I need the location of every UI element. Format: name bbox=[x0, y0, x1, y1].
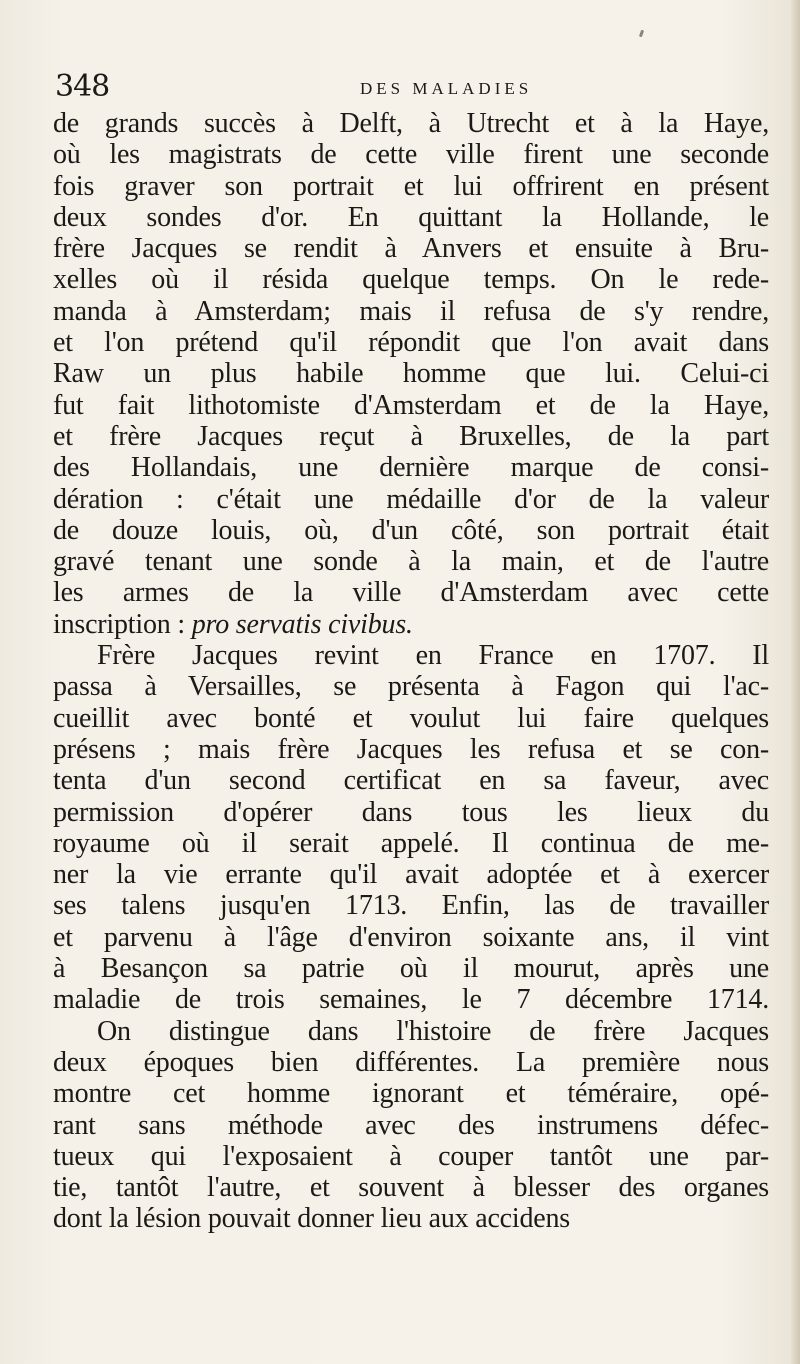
text-line: Raw un plus habile homme que lui. Celui-ci bbox=[53, 358, 769, 390]
text-line: fut fait lithotomiste d'Amsterdam et de la Haye, bbox=[53, 389, 769, 421]
text-line: deux sondes d'or. En quittant la Hollande, le bbox=[53, 201, 769, 233]
text-line: à Besançon sa patrie où il mourut, après une bbox=[53, 953, 769, 985]
paragraph-start-line: Frère Jacques revint en France en 1707. Il bbox=[97, 640, 769, 672]
paragraph-start-line: On distingue dans l'histoire de frère Jacques bbox=[97, 1015, 769, 1047]
inscription-label: inscription : bbox=[53, 608, 192, 640]
text-line: et frère Jacques reçut à Bruxelles, de la part bbox=[53, 420, 769, 452]
page-header bbox=[0, 70, 800, 104]
text-line: et l'on prétend qu'il répondit que l'on avait dans bbox=[53, 327, 769, 359]
text-line: tie, tantôt l'autre, et souvent à blesser des organes bbox=[53, 1172, 769, 1204]
text-line: et parvenu à l'âge d'environ soixante ans, il vint bbox=[53, 921, 769, 953]
text-line: maladie de trois semaines, le 7 décembre 1714. bbox=[53, 984, 769, 1016]
text-line: de douze louis, où, d'un côté, son portrait était bbox=[53, 514, 769, 546]
page-edge bbox=[791, 0, 800, 1364]
text-line: ses talens jusqu'en 1713. Enfin, las de travailler bbox=[53, 890, 769, 922]
text-line: xelles où il résida quelque temps. On le rede- bbox=[53, 264, 769, 296]
ink-fleck bbox=[639, 30, 644, 38]
text-line: deux époques bien différentes. La première nous bbox=[53, 1046, 769, 1078]
inscription-latin: pro servatis civibus. bbox=[191, 608, 413, 640]
text-line: rant sans méthode avec des instrumens défec- bbox=[53, 1109, 769, 1141]
text-line: des Hollandais, une dernière marque de consi- bbox=[53, 452, 769, 484]
page-number: 348 bbox=[55, 69, 110, 104]
text-line: montre cet homme ignorant et téméraire, opé- bbox=[53, 1078, 769, 1110]
running-head: DES MALADIES bbox=[360, 79, 533, 98]
text-line: où les magistrats de cette ville firent une seconde bbox=[53, 139, 769, 171]
text-line: dération : c'était une médaille d'or de la valeur bbox=[53, 483, 769, 515]
text-line: ner la vie errante qu'il avait adoptée et à exercer bbox=[53, 859, 769, 891]
text-line: tenta d'un second certificat en sa faveur, avec bbox=[53, 765, 769, 797]
text-line: dont la lésion pouvait donner lieu aux accidens bbox=[53, 1203, 571, 1235]
text-line: fois graver son portrait et lui offrirent en présent bbox=[53, 170, 769, 202]
text-line: royaume où il serait appelé. Il continua de me- bbox=[53, 827, 769, 859]
body-text bbox=[53, 108, 769, 1235]
text-line: de grands succès à Delft, à Utrecht et à la Haye, bbox=[53, 108, 769, 139]
text-line: les armes de la ville d'Amsterdam avec cette bbox=[53, 577, 769, 609]
text-line: présens ; mais frère Jacques les refusa et se con- bbox=[53, 733, 769, 765]
text-line: manda à Amsterdam; mais il refusa de s'y rendre, bbox=[53, 295, 769, 327]
text-line: passa à Versailles, se présenta à Fagon qui l'ac- bbox=[53, 671, 769, 703]
text-line: cueillit avec bonté et voulut lui faire quelques bbox=[53, 702, 769, 734]
text-line: tueux qui l'exposaient à couper tantôt une par- bbox=[53, 1140, 769, 1172]
text-line: gravé tenant une sonde à la main, et de l'autre bbox=[53, 546, 769, 578]
inscription-line bbox=[53, 609, 769, 640]
text-line: frère Jacques se rendit à Anvers et ensuite à Bru- bbox=[53, 233, 769, 265]
text-line: permission d'opérer dans tous les lieux du bbox=[53, 796, 769, 828]
